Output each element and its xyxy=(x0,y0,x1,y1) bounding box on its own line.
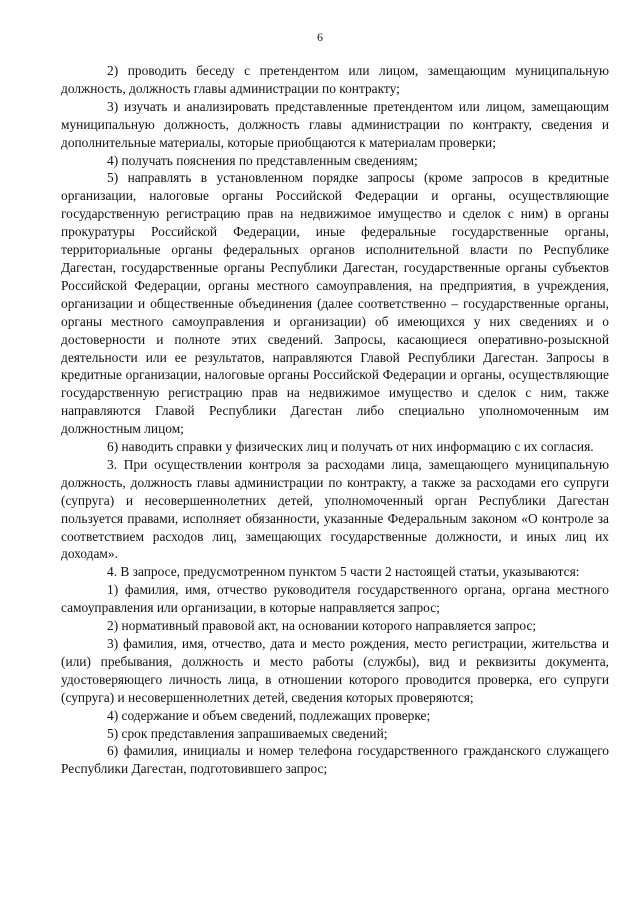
paragraph-item-2-3: 3) изучать и анализировать представленные претендентом или лицом, замещающим муниципальную должность, должность главы администрации по контракту, сведения и дополнительные материалы, которые приобщаются к материалам проверки; xyxy=(61,98,609,150)
paragraph-part-4: 4. В запросе, предусмотренном пунктом 5 части 2 настоящей статьи, указываются: xyxy=(107,564,580,580)
paragraph-part-3: 3. При осуществлении контроля за расходами лица, замещающего муниципальную должность, должность главы администрации по контракту, а также за расходами его супруги (супруга) и несовершеннолетних детей, уполномоченный орган Республики Дагестан пользуется правами, исполняет обязанности, указанные Федеральным законом «О контроле за соответствием расходов лиц, замещающих государственные должности, и иных лиц их доходам». xyxy=(61,456,609,562)
paragraph-item-2-4: 4) получать пояснения по представленным сведениям; xyxy=(107,152,418,168)
paragraph-item-2-2: 2) проводить беседу с претендентом или лицом, замещающим муниципальную должность, должность главы администрации по контракту; xyxy=(61,63,609,96)
paragraph-item-2-5: 5) направлять в установленном порядке запросы (кроме запросов в кредитные организации, налоговые органы Российской Федерации и органы, осуществляющие государственную регистрацию прав на недвижимое имущество и сделок с ним) в органы прокуратуры Российской Федерации, иные федеральные государственные органы, территориальные органы федеральных органов исполнительной власти по Республике Дагестан, государственные органы Республики Дагестан, государственные органы субъектов Российской Федерации, органы местного самоуправления, на предприятия, в учреждения, организации и общественные объединения (далее соответственно – государственные органы, органы местного самоуправления и организации) об имеющихся у них сведениях и о достоверности и полноте этих сведений. Запросы, касающиеся оперативно-розыскной деятельности или ее результатов, направляются Главой Республики Дагестан. Запросы в кредитные организации, налоговые органы Российской Федерации и органы, осуществляющие государственную регистрацию прав на недвижимое имущество и сделок с ним, также направляются Главой Республики Дагестан либо специально уполномоченным им должностным лицом; xyxy=(61,170,609,437)
paragraph-item-4-2: 2) нормативный правовой акт, на основании которого направляется запрос; xyxy=(107,618,537,634)
paragraph-item-4-3: 3) фамилия, имя, отчество, дата и место рождения, место регистрации, жительства и (или) пребывания, должность и место работы (службы), вид и реквизиты документа, удостоверяющего личность лица, в отношении которого проводится проверка, его супруги (супруга) и несовершеннолетних детей, сведения которых проверяются; xyxy=(61,636,609,705)
paragraph-item-2-6: 6) наводить справки у физических лиц и получать от них информацию с их согласия. xyxy=(107,439,594,455)
paragraph-item-4-5: 5) срок представления запрашиваемых сведений; xyxy=(107,725,388,741)
paragraph-item-4-6: 6) фамилия, инициалы и номер телефона государственного гражданского служащего Республики Дагестан, подготовившего запрос; xyxy=(61,743,609,777)
paragraph-item-4-1: 1) фамилия, имя, отчество руководителя государственного органа, органа местного самоуправления или организации, в которые направляется запрос; xyxy=(61,582,609,616)
document-body xyxy=(61,62,609,778)
paragraph-item-4-4: 4) содержание и объем сведений, подлежащих проверке; xyxy=(107,707,431,723)
page-number: 6 xyxy=(317,30,323,44)
